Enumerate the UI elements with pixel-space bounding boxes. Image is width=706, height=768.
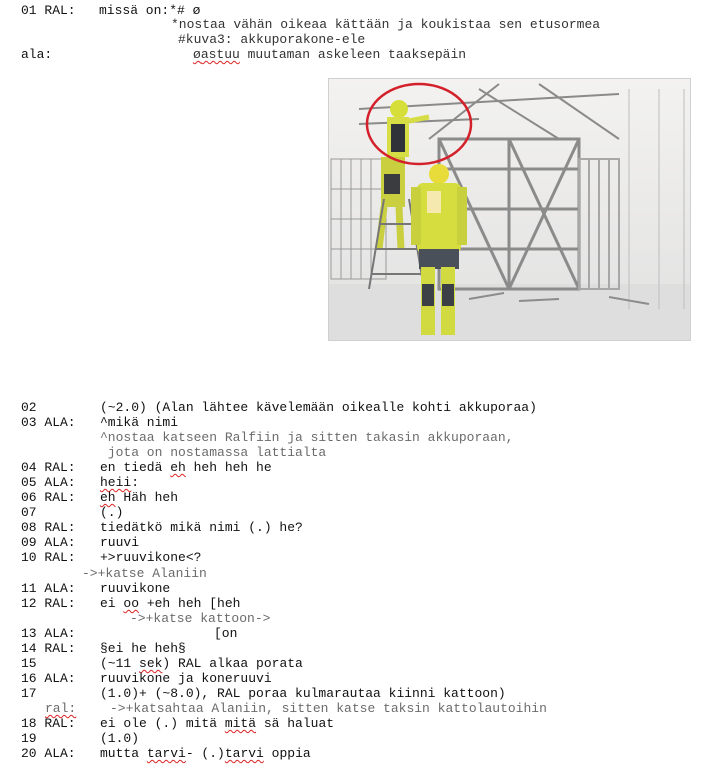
utterance-text: [on xyxy=(214,626,238,641)
utterance-text: (~2.0) (Alan lähtee kävelemään oikealle kohti akkuporaa) xyxy=(100,400,537,415)
construction-site-photo xyxy=(328,78,691,341)
utterance-text: tiedätkö mikä nimi (.) he? xyxy=(100,520,303,535)
figure-annotation: #kuva3: akkuporakone-ele xyxy=(178,32,366,47)
line-number: 17 xyxy=(21,686,37,701)
utterance-text: heii: xyxy=(100,475,140,490)
line-number: 03 ALA: xyxy=(21,415,76,430)
movement-annotation: øastuu muutaman askeleen taaksepäin xyxy=(193,47,467,62)
line-number: 14 RAL: xyxy=(21,641,76,656)
utterance-text: ei oo +eh heh [heh xyxy=(100,596,241,611)
line-number: 13 ALA: xyxy=(21,626,76,641)
utterance-text: (.) xyxy=(100,505,124,520)
gesture-annotation: *nostaa vähän oikeaa kättään ja koukistaa sen etusormea xyxy=(171,17,601,32)
utterance-text: en tiedä eh heh heh he xyxy=(100,460,272,475)
line-number: 11 ALA: xyxy=(21,581,76,596)
utterance-text: ei ole (.) mitä mitä sä haluat xyxy=(100,716,335,731)
line-number: 06 RAL: xyxy=(21,490,76,505)
gaze-annotation: ->+katse kattoon-> xyxy=(130,611,271,626)
utterance-text: mutta tarvi- (.)tarvi oppia xyxy=(100,746,311,761)
utterance-text: eh Häh heh xyxy=(100,490,179,505)
line-number: 12 RAL: xyxy=(21,596,76,611)
line-number: 16 ALA: xyxy=(21,671,76,686)
utterance-text: ruuvikone xyxy=(100,581,171,596)
participant-label: ala: xyxy=(21,47,53,62)
line-number: 15 xyxy=(21,656,37,671)
line-number: 01 RAL: xyxy=(21,3,76,18)
photo-illustration xyxy=(329,79,690,340)
line-number: 05 ALA: xyxy=(21,475,76,490)
utterance-text: ruuvi xyxy=(100,535,140,550)
line-number: 19 xyxy=(21,731,37,746)
line-number: 09 ALA: xyxy=(21,535,76,550)
utterance-text: (1.0)+ (~8.0), RAL poraa kulmarautaa kiinni kattoon) xyxy=(100,686,506,701)
line-number: 04 RAL: xyxy=(21,460,76,475)
gaze-annotation: ->+katse Alaniin xyxy=(82,566,207,581)
line-number: 20 ALA: xyxy=(21,746,76,761)
gaze-annotation: ->+katsahtaa Alaniin, sitten katse taksin kattolautoihin xyxy=(110,701,547,716)
utterance-text: missä on:*# ø xyxy=(99,3,201,18)
line-number: 18 RAL: xyxy=(21,716,76,731)
utterance-text: ^mikä nimi xyxy=(100,415,179,430)
line-number: 02 xyxy=(21,400,37,415)
utterance-text: (1.0) xyxy=(100,731,140,746)
utterance-text: +>ruuvikone<? xyxy=(100,550,202,565)
gesture-annotation: ^nostaa katseen Ralfiin ja sitten takasin akkuporaan, xyxy=(100,430,514,445)
participant-label: ral: xyxy=(45,701,77,716)
utterance-text: ruuvikone ja koneruuvi xyxy=(100,671,272,686)
line-number: 08 RAL: xyxy=(21,520,76,535)
line-number: 10 RAL: xyxy=(21,550,76,565)
utterance-text: §ei he heh§ xyxy=(100,641,186,656)
gesture-annotation: jota on nostamassa lattialta xyxy=(100,445,327,460)
line-number: 07 xyxy=(21,505,37,520)
utterance-text: (~11 sek) RAL alkaa porata xyxy=(100,656,303,671)
